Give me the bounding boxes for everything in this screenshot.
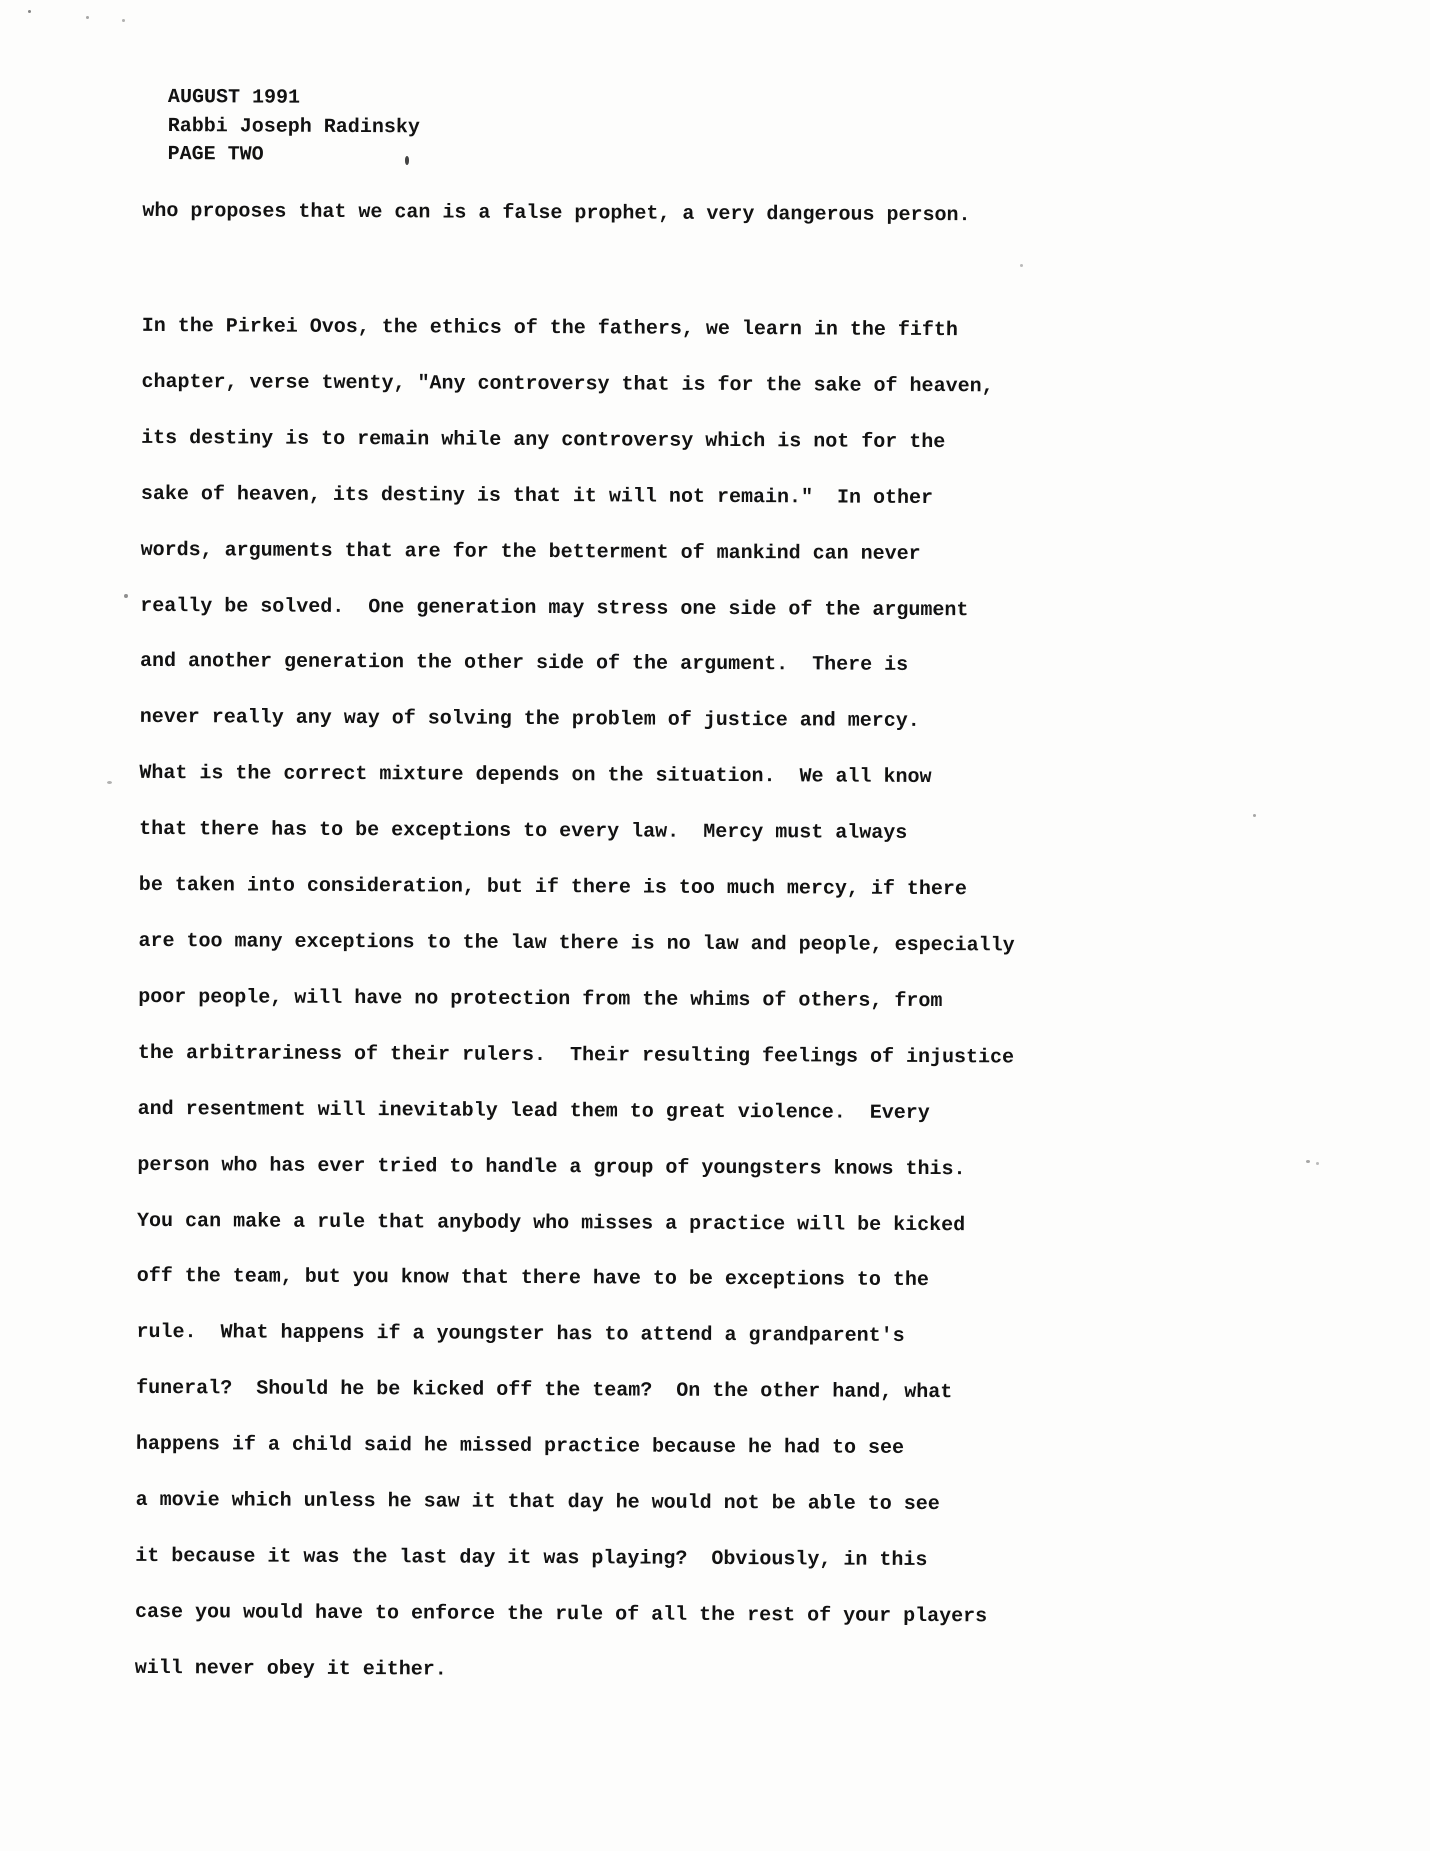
main-paragraph [135,299,1018,1701]
paragraph-line: a movie which unless he saw it that day he would not be able to see [135,1488,940,1517]
paragraph-line: never really any way of solving the problem of justice and mercy. [139,706,920,734]
scan-artifact [86,16,89,19]
scan-artifact [107,781,112,784]
paragraph-line: off the team, but you know that there have to be exceptions to the [136,1265,929,1293]
paragraph-line: the arbitrariness of their rulers. Their resulting feelings of injustice [137,1041,1015,1070]
header-line: Rabbi Joseph Radinsky [167,114,420,139]
paragraph-line: What is the correct mixture depends on the situation. We all know [139,762,932,790]
continuation-line: who proposes that we can is a false prophet, a very dangerous person. [142,199,971,228]
header-line: AUGUST 1991 [167,86,301,110]
document-header [168,84,420,171]
paragraph-line: that there has to be exceptions to every law. Mercy must always [139,818,908,846]
paragraph-line: In the Pirkei Ovos, the ethics of the fathers, we learn in the fifth [141,314,958,343]
paragraph-line: its destiny is to remain while any controversy which is not for the [141,426,946,454]
paragraph-line: and resentment will inevitably lead them to great violence. Every [137,1097,930,1125]
paragraph-line: sake of heaven, its destiny is that it will not remain." In other [140,482,934,510]
scan-artifact [28,10,31,13]
scan-artifact [124,594,128,598]
scan-artifact [1253,814,1256,817]
paragraph-line: will never obey it either. [134,1656,447,1682]
paragraph-line: be taken into consideration, but if there is too much mercy, if there [138,873,968,902]
paragraph-line: are too many exceptions to the law there is no law and people, especially [138,929,1015,958]
paragraph-line: chapter, verse twenty, "Any controversy that is for the sake of heaven, [141,370,994,399]
scan-artifact [1316,1162,1319,1165]
paragraph-line: poor people, will have no protection from the whims of others, from [138,985,943,1013]
scan-artifact [1306,1160,1310,1163]
scan-artifact [405,156,409,165]
paragraph-line: person who has ever tried to handle a group of youngsters knows this. [137,1153,966,1181]
paragraph-line: You can make a rule that anybody who misses a practice will be kicked [137,1209,966,1237]
paragraph-line: words, arguments that are for the betterment of mankind can never [140,538,921,566]
scan-artifact [122,19,125,22]
paragraph-line: it because it was the last day it was playing? Obviously, in this [135,1544,928,1572]
paragraph-line: funeral? Should he be kicked off the team? On the other hand, what [136,1377,953,1405]
paragraph-line: really be solved. One generation may stress one side of the argument [140,594,969,622]
paragraph-line: case you would have to enforce the rule of all the rest of your players [134,1600,988,1629]
paragraph-line: happens if a child said he missed practice because he had to see [135,1433,905,1461]
scan-artifact [1020,264,1023,267]
paragraph-line: rule. What happens if a youngster has to attend a grandparent's [136,1321,905,1349]
header-line: PAGE TWO [167,143,264,167]
paragraph-line: and another generation the other side of the argument. There is [139,650,909,678]
